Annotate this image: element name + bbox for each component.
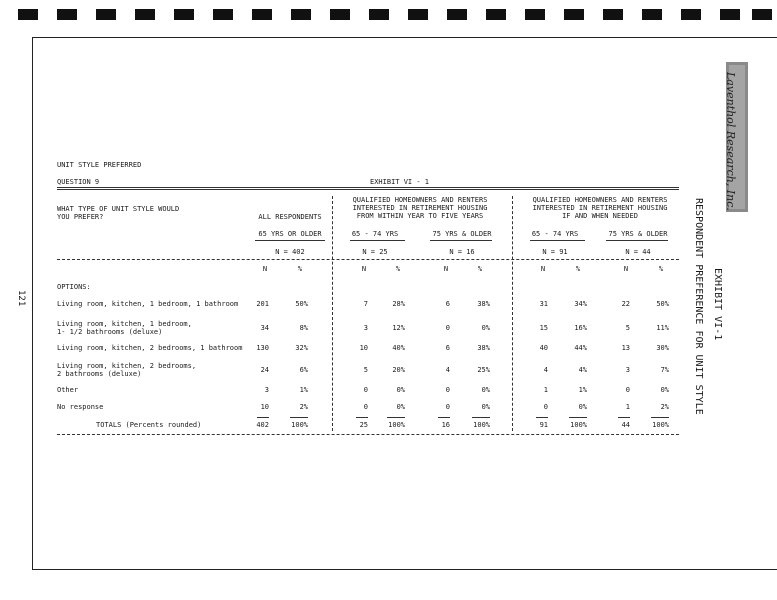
binder-hole bbox=[603, 9, 623, 20]
option-label: No response bbox=[57, 403, 104, 411]
cell-percent: 0% bbox=[396, 386, 405, 394]
totals-rule bbox=[618, 417, 630, 418]
total-percent: 100% bbox=[652, 421, 669, 429]
cell-count: 3 bbox=[264, 386, 269, 394]
binder-hole bbox=[681, 9, 701, 20]
cell-percent: 11% bbox=[656, 324, 669, 332]
page-title: UNIT STYLE PREFERRED bbox=[57, 161, 142, 169]
options-label: OPTIONS: bbox=[57, 283, 91, 291]
cell-percent: 12% bbox=[392, 324, 405, 332]
subheader-n: N bbox=[361, 265, 367, 273]
rule-table-bottom bbox=[57, 434, 679, 435]
cell-percent: 44% bbox=[574, 344, 587, 352]
totals-rule bbox=[569, 417, 587, 418]
option-label-continued: 2 bathrooms (deluxe) bbox=[57, 370, 142, 378]
cell-count: 10 bbox=[260, 403, 269, 411]
cell-count: 5 bbox=[363, 366, 368, 374]
group1-age-b: 75 YRS & OLDER bbox=[432, 230, 492, 238]
binder-hole bbox=[408, 9, 428, 20]
cell-percent: 2% bbox=[660, 403, 669, 411]
binder-hole bbox=[642, 9, 662, 20]
all-respondents-n: N = 402 bbox=[275, 248, 305, 256]
cell-percent: 8% bbox=[299, 324, 308, 332]
binder-hole bbox=[135, 9, 155, 20]
group1-n-b: N = 16 bbox=[449, 248, 475, 256]
group1-heading-line2: INTERESTED IN RETIREMENT HOUSING bbox=[352, 204, 488, 212]
cell-count: 3 bbox=[625, 366, 630, 374]
binder-hole bbox=[174, 9, 194, 20]
binder-hole bbox=[330, 9, 350, 20]
group2-n-a: N = 91 bbox=[542, 248, 568, 256]
total-count: 25 bbox=[359, 421, 368, 429]
cell-count: 10 bbox=[359, 344, 368, 352]
rule-header-bottom bbox=[57, 259, 679, 260]
group2-age-a: 65 - 74 YRS bbox=[531, 230, 579, 238]
subheader-n: N bbox=[262, 265, 268, 273]
totals-rule bbox=[257, 417, 269, 418]
rule-g1a bbox=[350, 240, 405, 241]
binder-hole bbox=[486, 9, 506, 20]
subheader-n: N bbox=[623, 265, 629, 273]
binder-hole bbox=[447, 9, 467, 20]
cell-percent: 1% bbox=[299, 386, 308, 394]
exhibit-label: EXHIBIT VI - 1 bbox=[370, 178, 430, 186]
totals-rule bbox=[536, 417, 548, 418]
binder-hole bbox=[96, 9, 116, 20]
divider-all-group1 bbox=[332, 196, 333, 431]
cell-percent: 50% bbox=[295, 300, 308, 308]
all-respondents-label: ALL RESPONDENTS bbox=[258, 213, 322, 221]
option-label: Living room, kitchen, 1 bedroom, bbox=[57, 320, 192, 328]
subheader-pct: % bbox=[297, 265, 303, 273]
cell-count: 6 bbox=[445, 300, 450, 308]
all-respondents-age: 65 YRS OR OLDER bbox=[258, 230, 322, 238]
cell-count: 6 bbox=[445, 344, 450, 352]
option-label-continued: 1- 1/2 bathrooms (deluxe) bbox=[57, 328, 163, 336]
rule-top-double bbox=[57, 189, 679, 190]
cell-count: 1 bbox=[543, 386, 548, 394]
binder-hole bbox=[369, 9, 389, 20]
group1-age-a: 65 - 74 YRS bbox=[351, 230, 399, 238]
rule-g2b bbox=[606, 240, 668, 241]
subheader-pct: % bbox=[395, 265, 401, 273]
total-percent: 100% bbox=[388, 421, 405, 429]
total-count: 91 bbox=[539, 421, 548, 429]
cell-percent: 0% bbox=[481, 324, 490, 332]
page-number: 121 bbox=[16, 290, 26, 307]
question-number: QUESTION 9 bbox=[57, 178, 100, 186]
option-label: Living room, kitchen, 2 bedrooms, 1 bathroom bbox=[57, 344, 243, 352]
group2-heading-line3: IF AND WHEN NEEDED bbox=[562, 212, 638, 220]
cell-percent: 38% bbox=[477, 344, 490, 352]
page-frame-top bbox=[32, 37, 777, 38]
group2-heading-line2: INTERESTED IN RETIREMENT HOUSING bbox=[532, 204, 668, 212]
cell-count: 130 bbox=[256, 344, 269, 352]
totals-rule bbox=[387, 417, 405, 418]
cell-count: 0 bbox=[445, 324, 450, 332]
cell-count: 24 bbox=[260, 366, 269, 374]
subheader-pct: % bbox=[658, 265, 664, 273]
binder-hole bbox=[57, 9, 77, 20]
subheader-n: N bbox=[443, 265, 449, 273]
cell-percent: 38% bbox=[477, 300, 490, 308]
cell-percent: 6% bbox=[299, 366, 308, 374]
totals-rule bbox=[651, 417, 669, 418]
totals-rule bbox=[438, 417, 450, 418]
rule-g1b bbox=[430, 240, 492, 241]
binder-hole bbox=[252, 9, 272, 20]
cell-count: 13 bbox=[621, 344, 630, 352]
cell-percent: 0% bbox=[481, 403, 490, 411]
binder-hole bbox=[291, 9, 311, 20]
totals-label: TOTALS (Percents rounded) bbox=[96, 421, 202, 429]
cell-count: 0 bbox=[363, 386, 368, 394]
binder-hole bbox=[720, 9, 740, 20]
cell-count: 22 bbox=[621, 300, 630, 308]
cell-percent: 30% bbox=[656, 344, 669, 352]
subheader-pct: % bbox=[575, 265, 581, 273]
totals-rule bbox=[356, 417, 368, 418]
binder-hole bbox=[18, 9, 38, 20]
cell-percent: 32% bbox=[295, 344, 308, 352]
page-frame-bottom bbox=[32, 569, 777, 570]
cell-percent: 20% bbox=[392, 366, 405, 374]
rule-g2a bbox=[530, 240, 585, 241]
cell-percent: 2% bbox=[299, 403, 308, 411]
cell-percent: 0% bbox=[578, 403, 587, 411]
total-count: 16 bbox=[441, 421, 450, 429]
cell-percent: 0% bbox=[660, 386, 669, 394]
total-count: 44 bbox=[621, 421, 630, 429]
cell-count: 0 bbox=[625, 386, 630, 394]
cell-count: 0 bbox=[445, 386, 450, 394]
binder-hole bbox=[752, 9, 772, 20]
cell-count: 3 bbox=[363, 324, 368, 332]
cell-count: 40 bbox=[539, 344, 548, 352]
group1-n-a: N = 25 bbox=[362, 248, 388, 256]
group2-n-b: N = 44 bbox=[625, 248, 651, 256]
cell-count: 0 bbox=[445, 403, 450, 411]
rule-all-age bbox=[255, 240, 325, 241]
cell-count: 0 bbox=[543, 403, 548, 411]
side-title-description: RESPONDENT PREFERENCE FOR UNIT STYLE bbox=[693, 198, 704, 415]
group2-heading-line1: QUALIFIED HOMEOWNERS AND RENTERS bbox=[532, 196, 668, 204]
cell-count: 0 bbox=[363, 403, 368, 411]
totals-rule bbox=[472, 417, 490, 418]
cell-percent: 34% bbox=[574, 300, 587, 308]
total-percent: 100% bbox=[473, 421, 490, 429]
binder-hole bbox=[564, 9, 584, 20]
subheader-pct: % bbox=[477, 265, 483, 273]
group2-age-b: 75 YRS & OLDER bbox=[608, 230, 668, 238]
divider-group1-group2 bbox=[512, 196, 513, 431]
group1-heading-line1: QUALIFIED HOMEOWNERS AND RENTERS bbox=[352, 196, 488, 204]
cell-count: 4 bbox=[543, 366, 548, 374]
cell-percent: 0% bbox=[481, 386, 490, 394]
page-frame-left bbox=[32, 37, 33, 570]
binder-hole bbox=[213, 9, 233, 20]
totals-rule bbox=[290, 417, 308, 418]
cell-count: 15 bbox=[539, 324, 548, 332]
cell-count: 34 bbox=[260, 324, 269, 332]
cell-count: 201 bbox=[256, 300, 269, 308]
cell-percent: 50% bbox=[656, 300, 669, 308]
question-text-line2: YOU PREFER? bbox=[57, 213, 104, 221]
option-label: Living room, kitchen, 1 bedroom, 1 bathroom bbox=[57, 300, 239, 308]
total-percent: 100% bbox=[291, 421, 308, 429]
cell-count: 31 bbox=[539, 300, 548, 308]
option-label: Other bbox=[57, 386, 79, 394]
cell-percent: 7% bbox=[660, 366, 669, 374]
cell-percent: 40% bbox=[392, 344, 405, 352]
cell-count: 7 bbox=[363, 300, 368, 308]
cell-percent: 4% bbox=[578, 366, 587, 374]
binder-hole bbox=[525, 9, 545, 20]
side-title-exhibit: EXHIBIT VI-1 bbox=[712, 268, 723, 341]
group1-heading-line3: FROM WITHIN YEAR TO FIVE YEARS bbox=[356, 212, 484, 220]
cell-percent: 28% bbox=[392, 300, 405, 308]
option-label: Living room, kitchen, 2 bedrooms, bbox=[57, 362, 197, 370]
cell-count: 4 bbox=[445, 366, 450, 374]
total-percent: 100% bbox=[570, 421, 587, 429]
question-text-line1: WHAT TYPE OF UNIT STYLE WOULD bbox=[57, 205, 180, 213]
total-count: 402 bbox=[256, 421, 269, 429]
cell-percent: 16% bbox=[574, 324, 587, 332]
subheader-n: N bbox=[540, 265, 546, 273]
cell-percent: 1% bbox=[578, 386, 587, 394]
cell-count: 5 bbox=[625, 324, 630, 332]
cell-percent: 25% bbox=[477, 366, 490, 374]
cell-count: 1 bbox=[625, 403, 630, 411]
rule-top bbox=[57, 187, 679, 188]
cell-percent: 0% bbox=[396, 403, 405, 411]
company-stamp-text: Laventhol Research, Inc. bbox=[724, 72, 737, 211]
